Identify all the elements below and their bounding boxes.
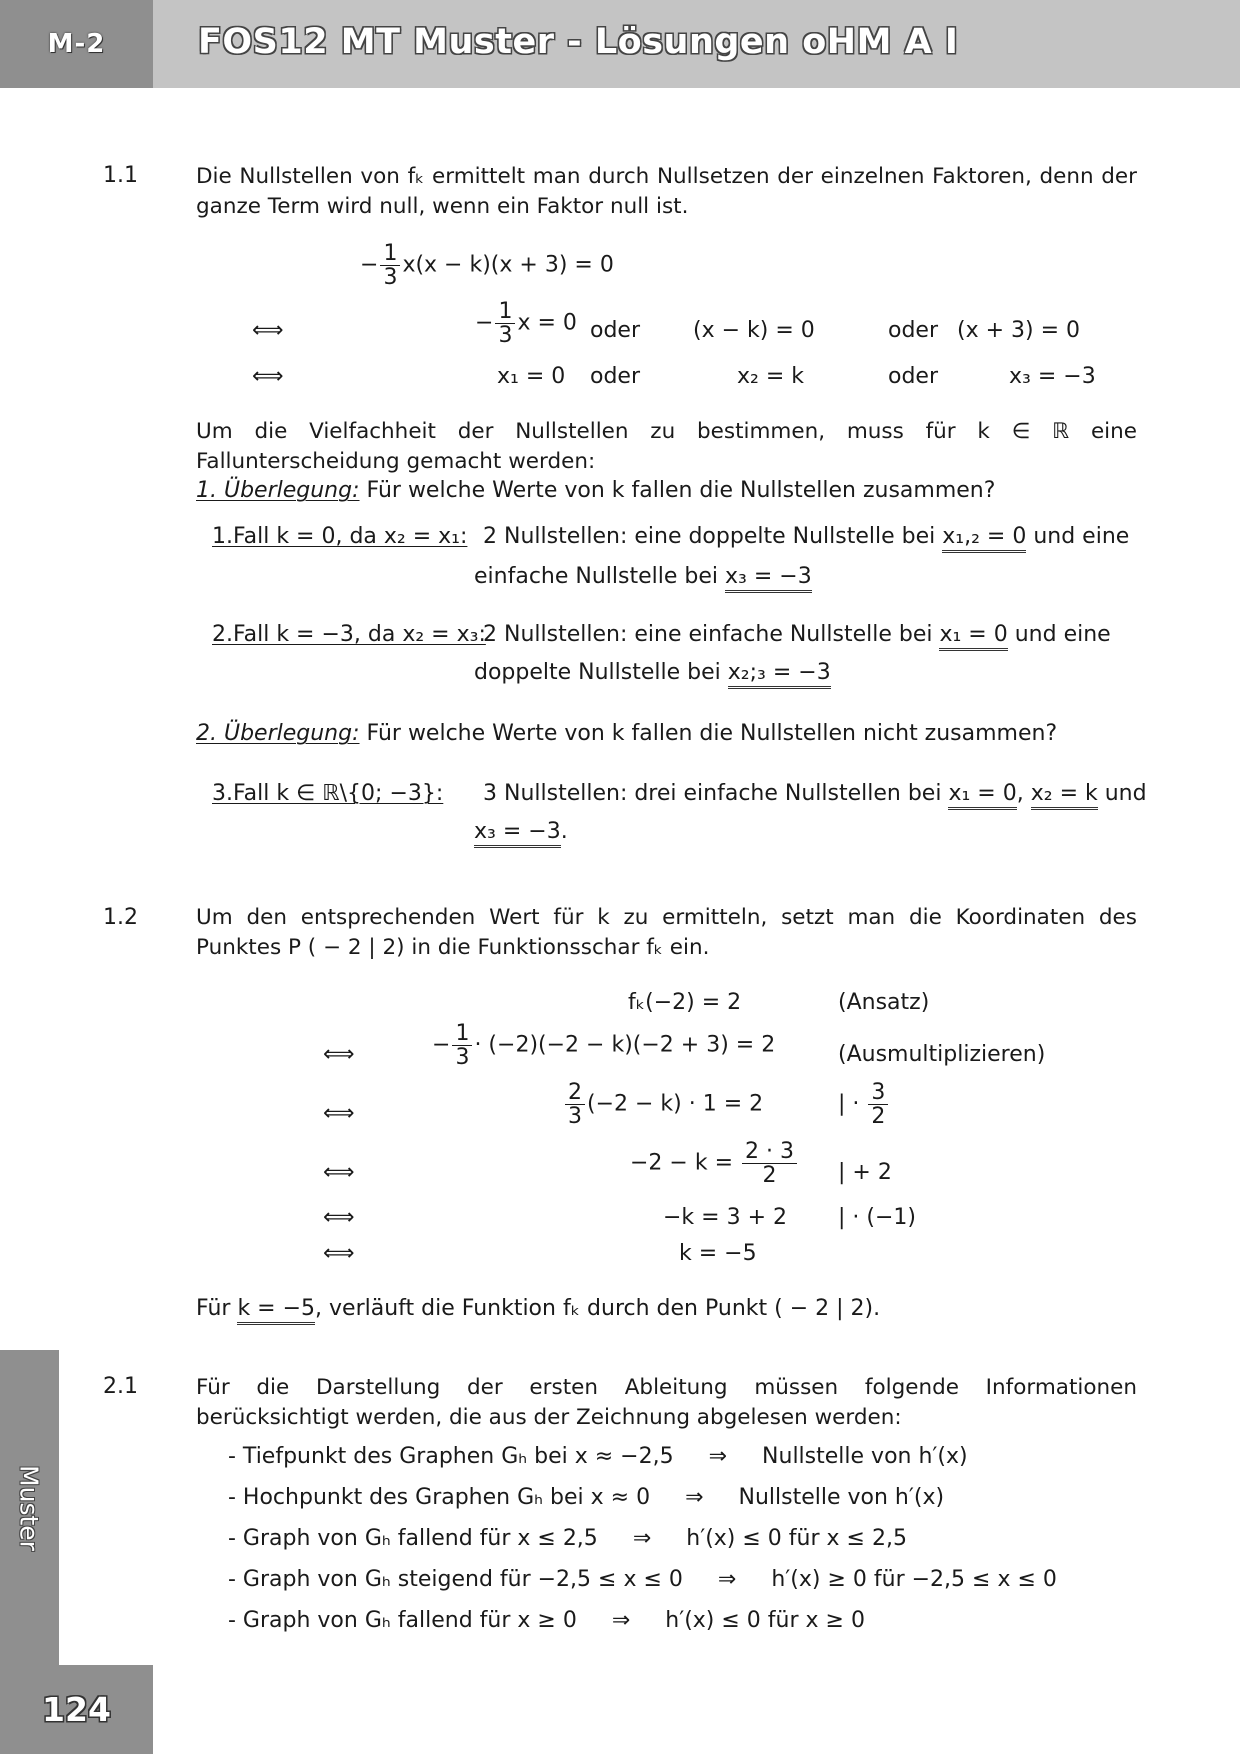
list-item bbox=[228, 1567, 1057, 1592]
fraction bbox=[868, 1081, 888, 1128]
oder-word: oder bbox=[590, 318, 641, 343]
equation-line-3-middle: x₂ = k bbox=[737, 364, 804, 389]
case-1-text-2: einfache Nullstelle bei bbox=[474, 564, 718, 589]
case-1-label: 1.Fall k = 0, da x₂ = x₁: bbox=[212, 524, 468, 549]
case-3-result-x3: x₃ = −3 bbox=[474, 819, 561, 848]
fraction-numerator: 2 bbox=[565, 1081, 585, 1105]
calc-line-2 bbox=[432, 1022, 775, 1069]
conclusion-pre: Für bbox=[196, 1296, 238, 1321]
fraction-numerator: 2 · 3 bbox=[742, 1140, 797, 1164]
minus-sign: − bbox=[360, 252, 379, 278]
equation-line-2-right: (x + 3) = 0 bbox=[957, 318, 1081, 343]
bullet-rhs: h′(x) ≥ 0 für −2,5 ≤ x ≤ 0 bbox=[771, 1567, 1057, 1592]
fraction bbox=[380, 242, 400, 289]
case-2-result-double: x₂;₃ = −3 bbox=[728, 660, 831, 689]
case-3-result-x2: x₂ = k bbox=[1031, 781, 1098, 810]
case-2-text: 2 Nullstellen: eine einfache Nullstelle bei bbox=[483, 622, 933, 647]
equivalence-arrow: ⟺ bbox=[323, 1241, 355, 1266]
bullet-lhs: - Hochpunkt des Graphen Gₕ bei x ≈ 0 bbox=[228, 1485, 651, 1510]
bullet-rhs: Nullstelle von h′(x) bbox=[738, 1485, 945, 1510]
implies-arrow: ⇒ bbox=[708, 1444, 728, 1469]
implies-arrow: ⇒ bbox=[611, 1608, 631, 1633]
page-title: FOS12 MT Muster - Lösungen oHM A I bbox=[198, 22, 959, 62]
consideration-1-text: Für welche Werte von k fallen die Nullstellen zusammen? bbox=[359, 478, 996, 503]
equivalence-arrow: ⟺ bbox=[323, 1160, 355, 1185]
consideration-2 bbox=[196, 721, 1057, 746]
fraction bbox=[742, 1140, 797, 1187]
list-item bbox=[228, 1444, 968, 1469]
calc-note-4: | + 2 bbox=[838, 1160, 892, 1185]
side-tab-label: Muster bbox=[14, 1465, 44, 1551]
calc-line-4 bbox=[630, 1140, 799, 1187]
equation-line-1 bbox=[360, 242, 614, 289]
bullet-rhs: Nullstelle von h′(x) bbox=[762, 1444, 968, 1469]
consideration-2-label: 2. Überlegung: bbox=[196, 721, 360, 746]
fraction-denominator: 2 bbox=[762, 1163, 777, 1189]
list-item bbox=[228, 1526, 907, 1551]
equivalence-arrow: ⟺ bbox=[323, 1205, 355, 1230]
bullet-lhs: - Graph von Gₕ steigend für −2,5 ≤ x ≤ 0 bbox=[228, 1567, 683, 1592]
section-1-1-intro: Die Nullstellen von fₖ ermittelt man durch Nullsetzen der einzelnen Faktoren, denn der ganze Term wird null, wenn ein Faktor null ist. bbox=[196, 164, 1137, 219]
equivalence-arrow: ⟺ bbox=[323, 1042, 355, 1067]
chapter-code: M-2 bbox=[0, 0, 153, 88]
bullet-lhs: - Graph von Gₕ fallend für x ≤ 2,5 bbox=[228, 1526, 598, 1551]
case-1-text: 2 Nullstellen: eine doppelte Nullstelle bei bbox=[483, 524, 936, 549]
equivalence-arrow: ⟺ bbox=[252, 364, 284, 389]
case-3-result-x1: x₁ = 0 bbox=[948, 781, 1016, 810]
fraction bbox=[495, 300, 515, 347]
case-2-result-single: x₁ = 0 bbox=[939, 622, 1007, 651]
fraction-denominator: 3 bbox=[455, 1045, 470, 1071]
case-3-label: 3.Fall k ∈ ℝ\{0; −3}: bbox=[212, 781, 444, 806]
minus-sign: − bbox=[475, 310, 494, 336]
note-operator: | · bbox=[838, 1091, 860, 1117]
fraction bbox=[452, 1022, 472, 1069]
oder-word: oder bbox=[888, 364, 939, 389]
equation-lhs: −2 − k = bbox=[630, 1150, 734, 1176]
case-3-text-end: und bbox=[1104, 781, 1147, 806]
fraction-numerator: 1 bbox=[495, 300, 515, 324]
calc-note-2: (Ausmultiplizieren) bbox=[838, 1042, 1046, 1067]
equation-line-2-left bbox=[475, 300, 577, 347]
case-2-label: 2.Fall k = −3, da x₂ = x₃: bbox=[212, 622, 486, 647]
calc-note-5: | · (−1) bbox=[838, 1205, 916, 1230]
period: . bbox=[560, 819, 568, 844]
calc-note-3 bbox=[838, 1081, 890, 1128]
consideration-1 bbox=[196, 478, 995, 503]
implies-arrow: ⇒ bbox=[632, 1526, 652, 1551]
equation-line-3-left: x₁ = 0 bbox=[497, 364, 566, 389]
equivalence-arrow: ⟺ bbox=[252, 318, 284, 343]
equivalence-arrow: ⟺ bbox=[323, 1101, 355, 1126]
fraction-denominator: 3 bbox=[568, 1104, 582, 1130]
bullet-rhs: h′(x) ≤ 0 für x ≥ 0 bbox=[665, 1608, 865, 1633]
equation-rest: x = 0 bbox=[517, 310, 577, 336]
implies-arrow: ⇒ bbox=[685, 1485, 704, 1510]
section-2-1-intro: Für die Darstellung der ersten Ableitung müssen folgende Informationen berücksichtigt werden, die aus der Zeichnung abgelesen werden: bbox=[196, 1375, 1137, 1430]
fraction-numerator: 1 bbox=[380, 242, 400, 266]
fraction-denominator: 2 bbox=[871, 1104, 886, 1130]
case-1-line-1 bbox=[483, 524, 1129, 549]
page-number: 124 bbox=[0, 1665, 153, 1754]
list-item bbox=[228, 1485, 944, 1510]
implies-arrow: ⇒ bbox=[717, 1567, 737, 1592]
equation-rest: x(x − k)(x + 3) = 0 bbox=[402, 252, 614, 278]
equation-line-2-middle: (x − k) = 0 bbox=[693, 318, 815, 343]
case-3-line-1 bbox=[483, 781, 1147, 806]
section-1-2-conclusion bbox=[196, 1296, 880, 1321]
case-2-line-1 bbox=[483, 622, 1111, 647]
equation-line-3-right: x₃ = −3 bbox=[1009, 364, 1096, 389]
conclusion-result: k = −5 bbox=[237, 1296, 315, 1325]
case-1-result-single: x₃ = −3 bbox=[725, 564, 812, 593]
case-1-line-2 bbox=[474, 564, 812, 589]
conclusion-post: , verläuft die Funktion fₖ durch den Punkt ( − 2 | 2). bbox=[315, 1296, 881, 1321]
calc-note-1: (Ansatz) bbox=[838, 990, 930, 1015]
list-item bbox=[228, 1608, 865, 1633]
section-number-1-2: 1.2 bbox=[103, 905, 138, 930]
case-1-text-end: und eine bbox=[1033, 524, 1130, 549]
minus-sign: − bbox=[432, 1032, 451, 1058]
case-2-text-2: doppelte Nullstelle bei bbox=[474, 660, 721, 685]
fraction-numerator: 3 bbox=[868, 1081, 888, 1105]
case-1-result-double: x₁,₂ = 0 bbox=[942, 524, 1026, 553]
consideration-2-text: Für welche Werte von k fallen die Nullstellen nicht zusammen? bbox=[359, 721, 1058, 746]
case-2-line-2 bbox=[474, 660, 831, 685]
bullet-lhs: - Tiefpunkt des Graphen Gₕ bei x ≈ −2,5 bbox=[228, 1444, 674, 1469]
calc-line-3 bbox=[563, 1081, 763, 1128]
bullet-lhs: - Graph von Gₕ fallend für x ≥ 0 bbox=[228, 1608, 577, 1633]
multiplicity-paragraph: Um die Vielfachheit der Nullstellen zu bestimmen, muss für k ∈ ℝ eine Fallunterscheidung gemacht werden: bbox=[196, 419, 1137, 474]
equation-rest: (−2 − k) · 1 = 2 bbox=[587, 1091, 764, 1117]
oder-word: oder bbox=[590, 364, 641, 389]
section-number-1-1: 1.1 bbox=[103, 163, 138, 188]
equation-rest: · (−2)(−2 − k)(−2 + 3) = 2 bbox=[474, 1032, 776, 1058]
calc-line-5: −k = 3 + 2 bbox=[663, 1205, 788, 1230]
bullet-rhs: h′(x) ≤ 0 für x ≤ 2,5 bbox=[686, 1526, 907, 1551]
header-bar bbox=[153, 0, 1240, 88]
calc-line-1: fₖ(−2) = 2 bbox=[628, 990, 742, 1015]
fraction-numerator: 1 bbox=[452, 1022, 472, 1046]
comma: , bbox=[1016, 781, 1024, 806]
case-2-text-end: und eine bbox=[1014, 622, 1111, 647]
case-3-text: 3 Nullstellen: drei einfache Nullstellen bei bbox=[483, 781, 942, 806]
section-1-2-intro: Um den entsprechenden Wert für k zu ermitteln, setzt man die Koordinaten des Punktes P ( − 2 | 2) in die Funktionsschar fₖ ein. bbox=[196, 905, 1137, 960]
section-number-2-1: 2.1 bbox=[103, 1374, 138, 1399]
oder-word: oder bbox=[888, 318, 939, 343]
fraction-denominator: 3 bbox=[498, 323, 513, 349]
consideration-1-label: 1. Überlegung: bbox=[196, 478, 360, 503]
case-3-line-2 bbox=[474, 819, 568, 844]
fraction-denominator: 3 bbox=[383, 265, 398, 291]
calc-line-6: k = −5 bbox=[679, 1241, 757, 1266]
fraction bbox=[565, 1081, 585, 1128]
